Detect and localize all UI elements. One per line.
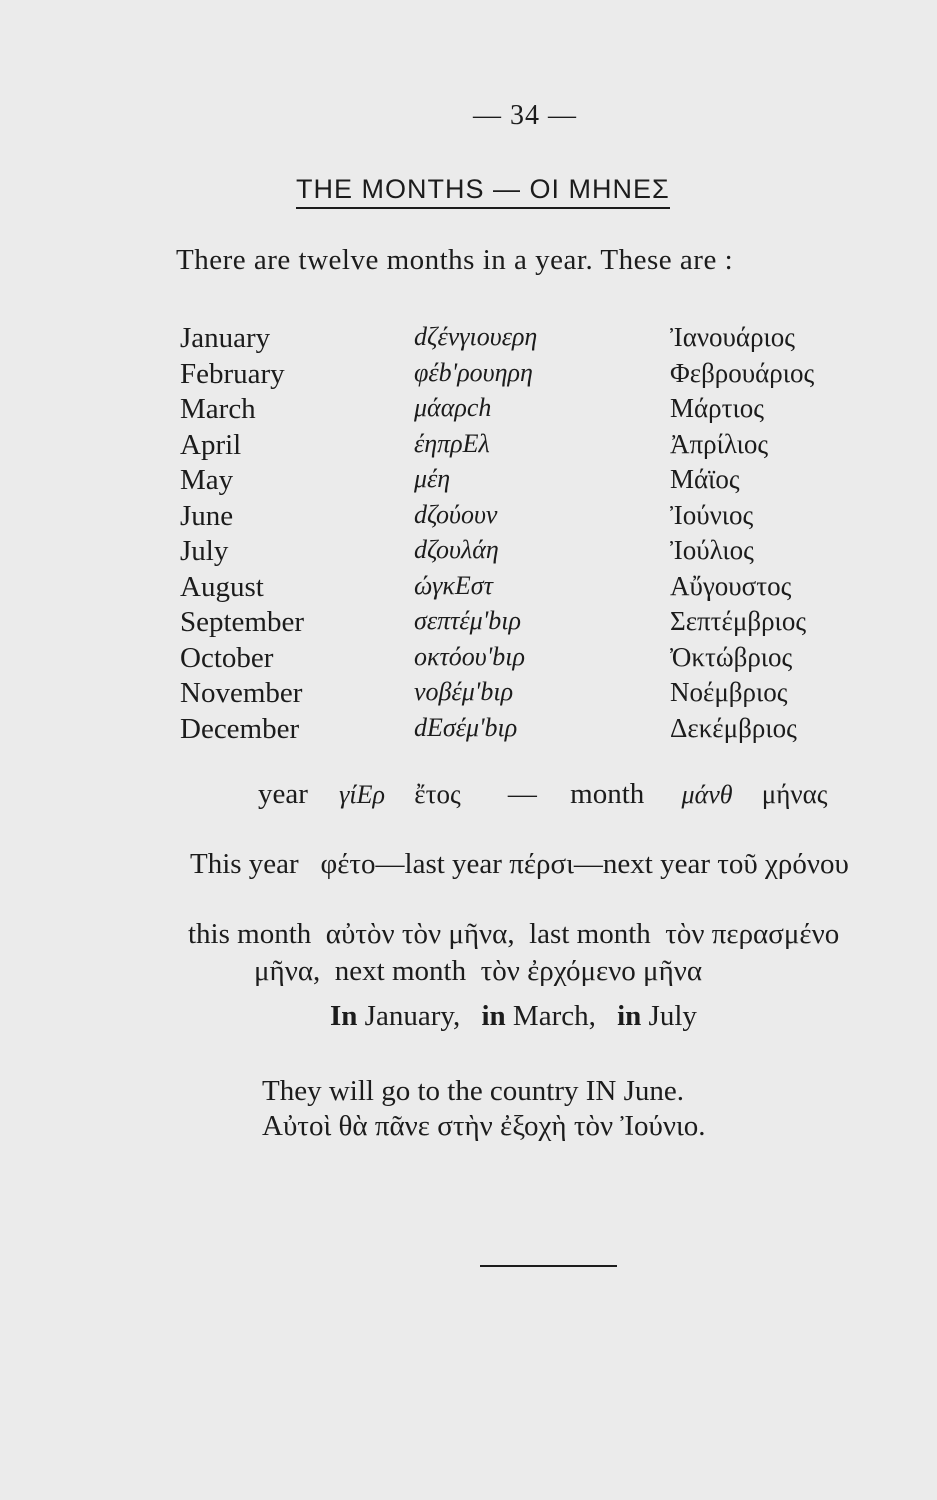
month-row (0, 429, 937, 465)
in-word-1: In (330, 1000, 358, 1032)
in-word-3: in (617, 1000, 642, 1032)
month-transliteration: ώγκΕστ (414, 570, 493, 600)
page-number: — 34 — (473, 100, 577, 131)
this-month-line-1: this month αὐτὸν τὸν μῆνα, last month τὸν περασμένο (188, 918, 840, 950)
month-english: January (180, 322, 271, 354)
month-greek: Ἰούλιος (670, 535, 754, 565)
month-english: February (180, 357, 285, 390)
month-english: August (180, 570, 264, 603)
month-transliteration: οκτόου'bιρ (414, 641, 525, 671)
month-greek: Δεκέμβριος (670, 712, 797, 743)
month-row (0, 571, 937, 607)
month-greek: Σεπτέμβριος (670, 606, 807, 636)
month-row (0, 713, 937, 749)
month-greek: Μάρτιος (670, 393, 764, 423)
month-greek: μήνας (761, 779, 828, 809)
month-row (0, 535, 937, 571)
month-row (0, 358, 937, 394)
year-greek: ἔτος (414, 779, 461, 809)
month-transliteration: dΕσέμ'bιρ (414, 712, 518, 742)
month-row (0, 464, 937, 500)
month-transliteration: σεπτέμ'bιρ (414, 606, 521, 635)
month-transliteration: έηπρΕλ (414, 428, 490, 458)
month-row (0, 322, 937, 358)
month-transliteration: μάαρch (414, 393, 492, 422)
months-table (0, 322, 937, 748)
month-english: November (180, 677, 303, 709)
month-english: December (180, 712, 300, 745)
year-transliteration: γίΕρ (339, 780, 385, 809)
example-english: They will go to the country IN June. (262, 1075, 685, 1107)
vocab-dash: — (507, 778, 537, 810)
this-month-line-2: μῆνα, next month τὸν ἐρχόμενο μῆνα (254, 955, 703, 987)
month-english: October (180, 641, 274, 674)
month-greek: Ἰανουάριος (670, 322, 795, 352)
month-row (0, 393, 937, 429)
month-english: July (180, 535, 229, 567)
month-greek: Ἰούνιος (670, 499, 754, 530)
month-row (0, 606, 937, 642)
month-transliteration: μάνθ (681, 780, 733, 809)
month-row (0, 500, 937, 536)
month-greek: Μάϊος (670, 464, 740, 494)
in-month-2: March, (512, 1000, 596, 1032)
page-title: THE MONTHS — ΟΙ ΜΗΝΕΣ (296, 174, 670, 209)
month-english: March (180, 393, 256, 425)
month-transliteration: φέb'ρουηρη (414, 357, 533, 387)
intro-text: There are twelve months in a year. These are : (176, 244, 734, 276)
in-examples (330, 1000, 697, 1033)
month-english: September (180, 606, 305, 638)
end-rule (480, 1265, 617, 1267)
month-greek: Νοέμβριος (670, 677, 788, 707)
in-month-1: January, (364, 1000, 461, 1032)
vocab-line (258, 778, 827, 811)
month-english: month (570, 778, 645, 810)
month-greek: Ἀπρίλιος (670, 428, 769, 459)
month-transliteration: dζουλάη (414, 535, 499, 564)
month-row (0, 642, 937, 678)
month-transliteration: dζούουν (414, 499, 498, 529)
month-english: May (180, 464, 234, 496)
in-word-2: in (481, 1000, 506, 1032)
month-greek: Ὀκτώβριος (670, 641, 793, 672)
month-english: April (180, 428, 242, 461)
month-transliteration: νοβέμ'bιρ (414, 677, 514, 706)
in-month-3: July (648, 1000, 697, 1032)
month-english: June (180, 499, 234, 532)
month-greek: Φεβρουάριος (670, 357, 815, 388)
example-greek: Αὐτοὶ θὰ πᾶνε στὴν ἐξοχὴ τὸν Ἰούνιο. (262, 1110, 706, 1142)
this-year-line: This year φέτο—last year πέρσι—next year τοῦ χρόνου (190, 848, 849, 880)
year-english: year (258, 778, 308, 810)
month-transliteration: dζένγιουερη (414, 322, 538, 351)
month-row (0, 677, 937, 713)
month-transliteration: μέη (414, 464, 451, 493)
month-greek: Αὔγουστος (670, 570, 792, 601)
